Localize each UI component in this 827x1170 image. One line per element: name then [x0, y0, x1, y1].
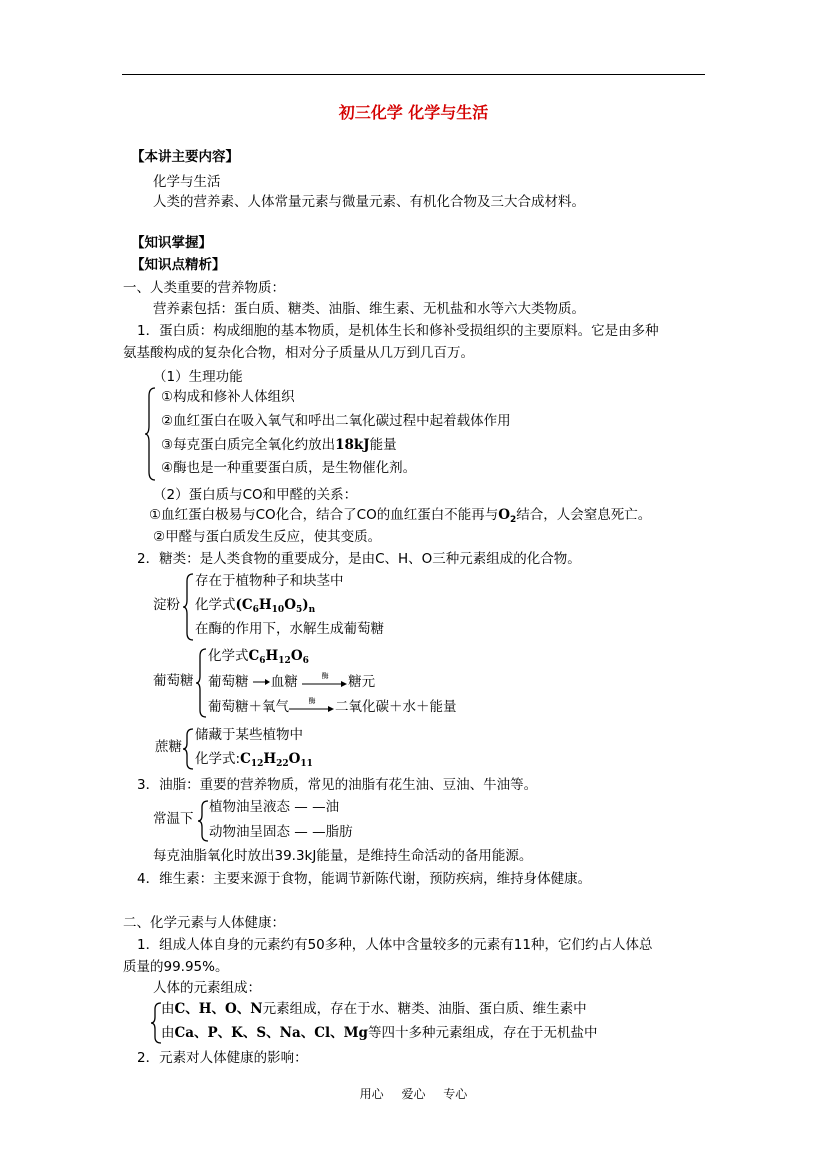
protein-function-3: ③每克蛋白质完全氧化约放出18kJ能量: [161, 437, 397, 453]
section-points: 【知识点精析】: [131, 257, 226, 273]
starch-label: 淀粉: [153, 597, 180, 613]
section-knowledge: 【知识掌握】: [131, 235, 212, 251]
brace-glucose: [196, 647, 208, 719]
protein-function-2: ②血红蛋白在吸入氧气和呼出二氧化碳过程中起着载体作用: [161, 413, 511, 429]
element-group-2: 由Ca、P、K、S、Na、Cl、Mg等四十多种元素组成，存在于无机盐中: [161, 1025, 598, 1041]
glucose-item-3: 葡萄糖＋氧气 酶 二氧化碳＋水＋能量: [208, 697, 457, 715]
glucose-item-2: 葡萄糖 血糖 酶 糖元: [208, 672, 376, 690]
page-footer: 用心 爱心 专心: [359, 1087, 468, 1101]
part1-intro: 营养素包括：蛋白质、糖类、油脂、维生素、无机盐和水等六大类物质。: [153, 301, 585, 317]
starch-item-1: 存在于植物种子和块茎中: [195, 573, 344, 589]
enzyme-arrow-icon: 酶: [302, 675, 348, 689]
protein-sub-1: （1）生理功能: [153, 369, 243, 385]
protein-sub-2: （2）蛋白质与CO和甲醛的关系：: [153, 487, 358, 503]
co-relation: ①血红蛋白极易与CO化合，结合了CO的血红蛋白不能再与$O_2$结合，人会窒息死亡。: [149, 507, 652, 525]
page-title: 初三化学 化学与生活: [338, 103, 489, 122]
element-sub: 人体的元素组成：: [153, 980, 261, 996]
main-line-2: 人类的营养素、人体常量元素与微量元素、有机化合物及三大合成材料。: [153, 194, 585, 210]
glucose-label: 葡萄糖: [153, 673, 194, 689]
brace-starch: [183, 572, 195, 642]
part2-heading: 二、化学元素与人体健康：: [123, 915, 285, 931]
section-main-content: 【本讲主要内容】: [131, 149, 239, 165]
vitamin-heading: 4．维生素：主要来源于食物，能调节新陈代谢，预防疾病，维持身体健康。: [137, 871, 592, 887]
brace-protein: [145, 386, 157, 482]
sugar-heading: 2．糖类：是人类食物的重要成分，是由C、H、O三种元素组成的化合物。: [137, 551, 581, 567]
enzyme-arrow-icon: 酶: [289, 700, 335, 714]
fat-item-2: 动物油呈固态 — —脂肪: [209, 824, 353, 840]
element-line-1: 1．组成人体自身的元素约有50多种，人体中含量较多的元素有11种，它们约占人体总: [137, 937, 653, 953]
starch-item-3: 在酶的作用下，水解生成葡萄糖: [195, 621, 384, 637]
main-line-1: 化学与生活: [153, 174, 221, 190]
protein-line-1: 1．蛋白质：构成细胞的基本物质，是机体生长和修补受损组织的主要原料。它是由多种: [137, 323, 659, 339]
element-group-1: 由C、H、O、N元素组成，存在于水、糖类、油脂、蛋白质、维生素中: [161, 1001, 587, 1017]
protein-line-2: 氨基酸构成的复杂化合物，相对分子质量从几万到几百万。: [123, 345, 474, 361]
part1-heading: 一、人类重要的营养物质：: [123, 280, 285, 296]
element-line-2: 质量的99.95%。: [123, 959, 229, 975]
fat-item-1: 植物油呈液态 — —油: [209, 799, 340, 815]
starch-item-2: 化学式$(C_6H_{10}O_5)_n$: [195, 597, 316, 615]
formaldehyde-relation: ②甲醛与蛋白质发生反应，使其变质。: [153, 529, 382, 545]
protein-function-1: ①构成和修补人体组织: [161, 389, 295, 405]
element-effect: 2．元素对人体健康的影响：: [137, 1050, 308, 1066]
arrow-icon: [253, 677, 271, 687]
fat-heading: 3．油脂：重要的营养物质，常见的油脂有花生油、豆油、牛油等。: [137, 777, 538, 793]
header-rule: [122, 74, 705, 75]
sucrose-label: 蔗糖: [155, 739, 182, 755]
glucose-item-1: 化学式$C_6H_{12}O_6$: [208, 648, 309, 666]
sucrose-item-1: 储藏于某些植物中: [195, 727, 303, 743]
protein-function-4: ④酶也是一种重要蛋白质，是生物催化剂。: [161, 460, 417, 476]
sucrose-item-2: 化学式$:C_{12}H_{22}O_{11}$: [195, 751, 313, 769]
brace-sucrose: [183, 727, 195, 771]
fat-energy: 每克油脂氧化时放出39.3kJ能量，是维持生命活动的备用能源。: [153, 848, 533, 864]
fat-label: 常温下: [153, 811, 194, 827]
